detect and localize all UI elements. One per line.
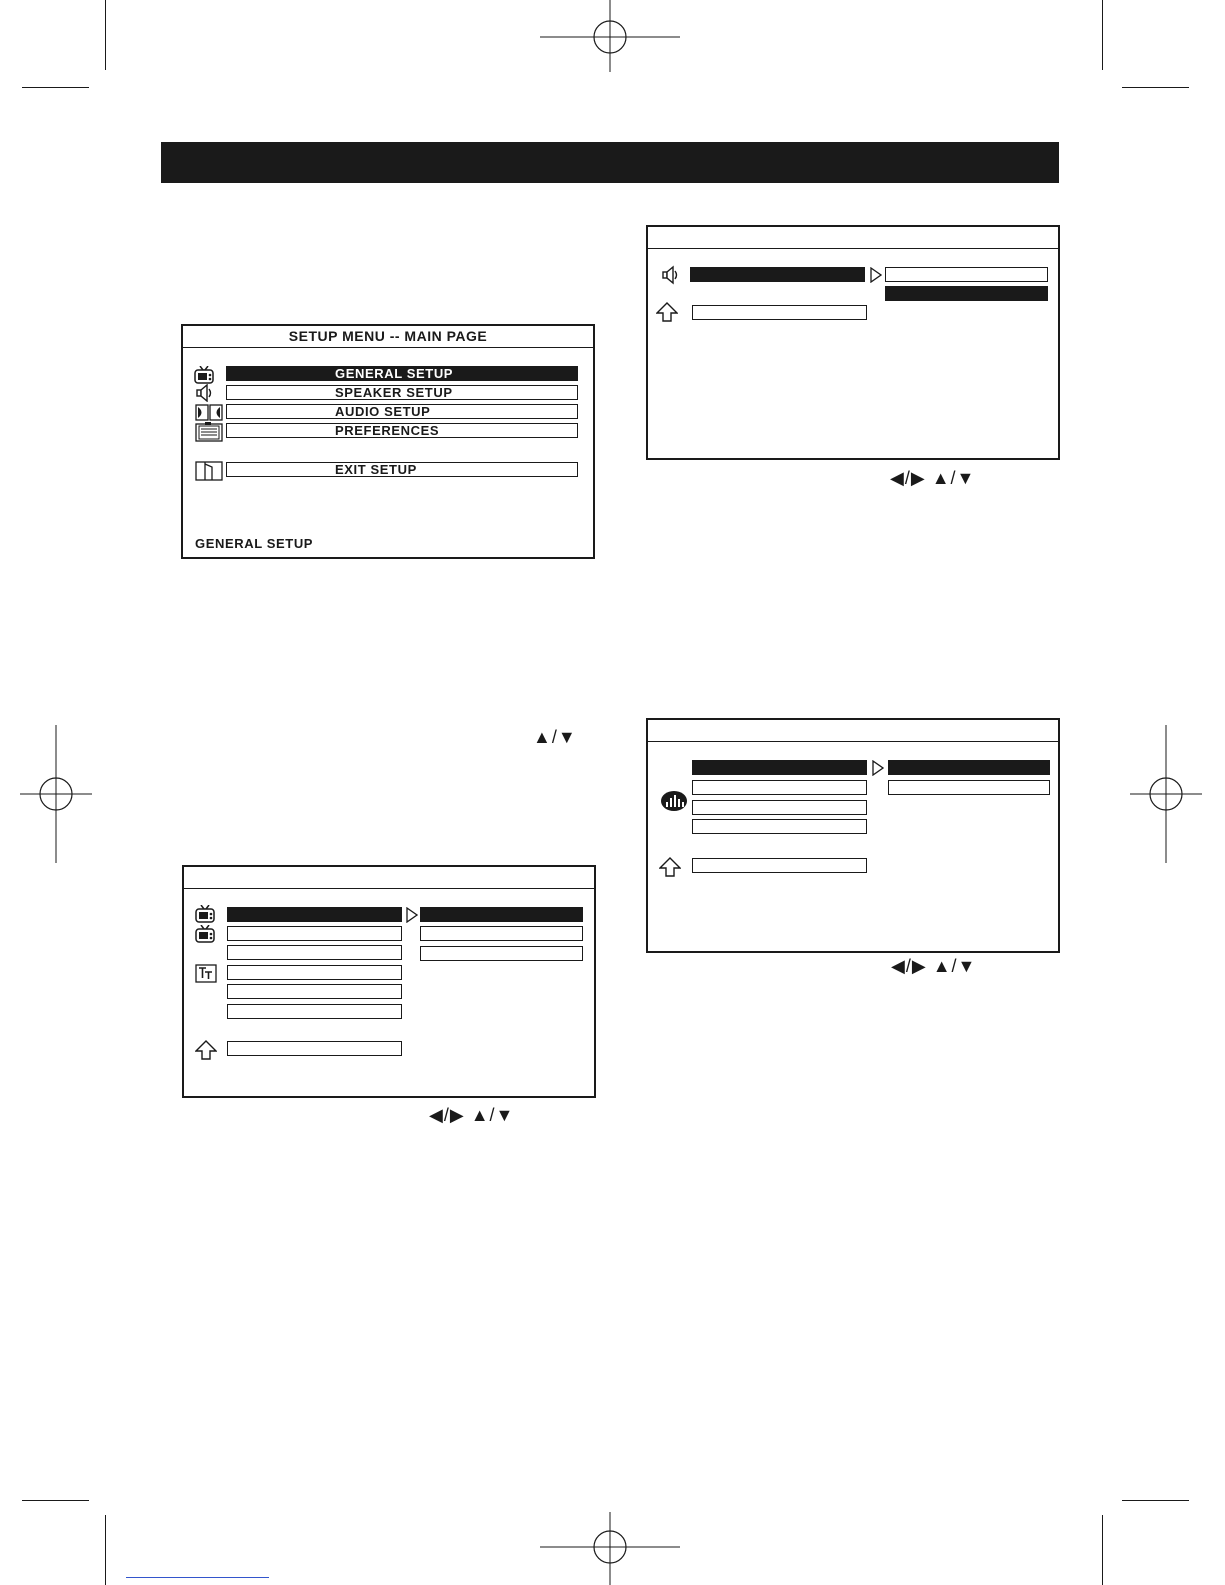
menu-item-audio-setup[interactable] [226,404,578,419]
section-header-bar [161,142,1059,183]
menu-item-label: GENERAL SETUP [335,366,454,381]
setup-main-menu [181,324,595,559]
option-row[interactable] [227,965,402,980]
value-row[interactable] [885,286,1048,301]
option-row[interactable] [692,780,867,795]
tv-icon [195,905,215,923]
nav-hint: ◀/▶ ▲/▼ [891,956,977,976]
status-line: GENERAL SETUP [195,536,314,551]
option-row[interactable] [692,760,867,775]
menu-item-label: EXIT SETUP [335,462,417,477]
value-row[interactable] [420,926,583,941]
menu-item-label: SPEAKER SETUP [335,385,453,400]
value-row[interactable] [420,946,583,961]
page-bottom-rule [126,1577,269,1578]
registration-target-right [1130,725,1202,863]
text-icon [195,964,217,983]
nav-hint: ◀/▶ ▲/▼ [890,468,976,488]
nav-hint: ◀/▶ ▲/▼ [429,1105,515,1125]
up-arrow-icon [195,1040,217,1060]
speaker-icon [661,265,681,285]
crop-mark [22,87,89,88]
value-row[interactable] [420,907,583,922]
preferences-icon [195,422,223,442]
registration-target-bottom [540,1512,680,1585]
speaker-setup-page [646,225,1060,460]
value-row[interactable] [888,780,1050,795]
tv-icon [195,925,215,943]
page-title-bar [184,867,594,889]
registration-target-top [540,0,680,72]
play-triangle-icon [406,907,418,923]
option-row[interactable] [227,984,402,999]
audio-icon [195,404,223,421]
exit-icon [195,461,223,481]
equalizer-icon [660,790,688,812]
up-arrow-icon [656,302,678,322]
option-row[interactable] [227,907,402,922]
play-triangle-icon [870,267,882,283]
crop-mark [105,1515,106,1585]
registration-target-left [20,725,92,863]
option-row[interactable] [227,926,402,941]
page-title-bar [648,227,1058,249]
option-row[interactable] [692,800,867,815]
menu-item-label: AUDIO SETUP [335,404,431,419]
menu-item-speaker-setup[interactable] [226,385,578,400]
nav-hint: ▲/▼ [533,727,577,747]
crop-mark [1102,1515,1103,1585]
menu-item-label: PREFERENCES [335,423,440,438]
return-row[interactable] [692,858,867,873]
value-row[interactable] [885,267,1048,282]
tv-icon [194,366,214,384]
menu-item-general-setup[interactable] [226,366,578,381]
up-arrow-icon [659,857,681,877]
return-row[interactable] [692,305,867,320]
crop-mark [1122,1500,1189,1501]
general-setup-page [182,865,596,1098]
menu-item-preferences[interactable] [226,423,578,438]
option-row[interactable] [227,1004,402,1019]
option-row[interactable] [692,819,867,834]
menu-item-exit-setup[interactable] [226,462,578,477]
speaker-icon [195,384,215,402]
crop-mark [1122,87,1189,88]
menu-title: SETUP MENU -- MAIN PAGE [183,326,593,348]
option-row[interactable] [690,267,865,282]
crop-mark [1102,0,1103,70]
crop-mark [22,1500,89,1501]
audio-setup-page [646,718,1060,953]
play-triangle-icon [872,760,884,776]
value-row[interactable] [888,760,1050,775]
option-row[interactable] [227,945,402,960]
page-title-bar [648,720,1058,742]
crop-mark [105,0,106,70]
return-row[interactable] [227,1041,402,1056]
